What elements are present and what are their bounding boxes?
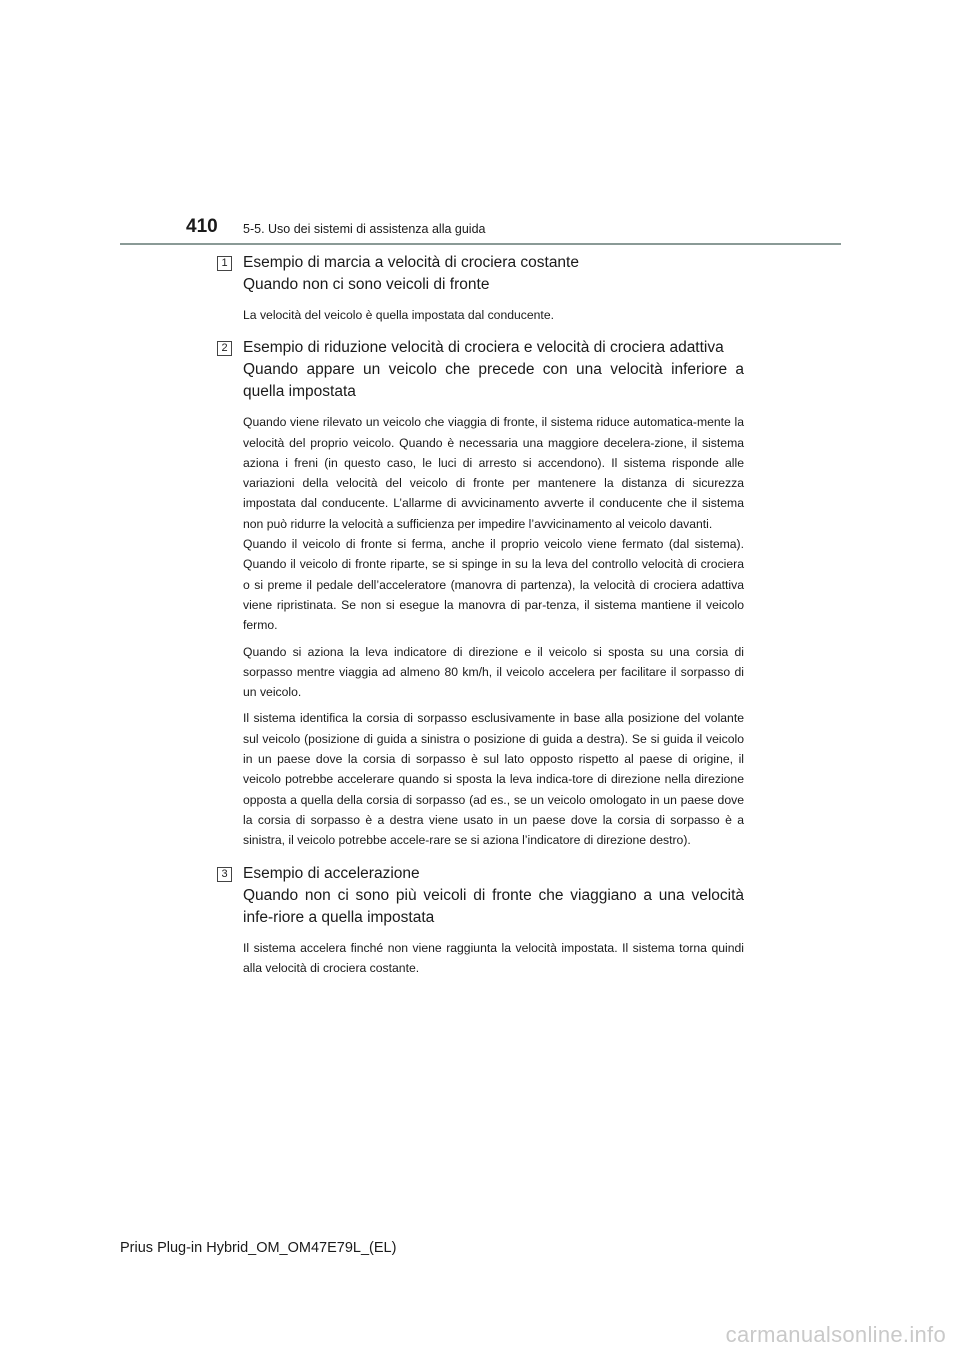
item-subtitle: Quando appare un veicolo che precede con una velocità inferiore a quella impostata <box>243 361 744 401</box>
paragraph: Il sistema identifica la corsia di sorpasso esclusivamente in base alla posizione del volante sul veicolo (posizione di guida a sinistra o posizione di guida a destra). Se si guida il veicolo in un paese dove la corsia di sorpasso è sul lato opposto rispetto al paese di origine, il veicolo potrebbe accelerare quando si sposta la leva indica-tore di direzione nella direzione opposta a quella della corsia di sorpasso (ad es., se un veicolo omologato in un paese dove la corsia di sorpasso è a destra viene usato in un paese dove la corsia di sorpasso è a sinistra, il veicolo potrebbe accele-rare se si aziona l’indicatore di direzione destro). <box>243 711 744 848</box>
number-3-icon: 3 <box>217 867 232 882</box>
item-subtitle: Quando non ci sono più veicoli di fronte che viaggiano a una velocità infe-riore a quella impostata <box>243 886 744 926</box>
list-item <box>217 252 744 325</box>
paragraph: Quando il veicolo di fronte si ferma, anche il proprio veicolo viene fermato (dal sistema). Quando il veicolo di fronte riparte, se si spinge in su la leva del controllo velocità di crociera o si preme il pedale dell’acceleratore (manovra di partenza), la velocità di crociera adattiva viene ripristinata. Se non si esegue la manovra di par-tenza, il sistema mantiene il veicolo fermo. <box>243 537 744 633</box>
paragraph: La velocità del veicolo è quella impostata dal conducente. <box>243 308 554 322</box>
list-item <box>217 863 744 979</box>
item-title: Esempio di accelerazione <box>243 864 420 882</box>
item-subtitle: Quando non ci sono veicoli di fronte <box>243 276 490 293</box>
number-1-icon: 1 <box>217 256 232 271</box>
item-title: Esempio di marcia a velocità di crociera costante <box>243 254 579 271</box>
watermark: carmanualsonline.info <box>725 1322 946 1347</box>
item-heading <box>243 863 744 929</box>
item-title: Esempio di riduzione velocità di crociera e velocità di crociera adattiva <box>243 339 724 357</box>
paragraph: Quando si aziona la leva indicatore di direzione e il veicolo si sposta su una corsia di sorpasso mentre viaggia ad almeno 80 km/h, il veicolo accelera per facilitare il sorpasso di un veicolo. <box>243 644 744 700</box>
item-heading <box>243 252 744 296</box>
header-divider <box>120 243 841 245</box>
footer-manual-id: Prius Plug-in Hybrid_OM_OM47E79L_(EL) <box>120 1240 397 1256</box>
section-title: 5-5. Uso dei sistemi di assistenza alla guida <box>243 222 486 236</box>
paragraph: Quando viene rilevato un veicolo che viaggia di fronte, il sistema riduce automatica-mente la velocità del proprio veicolo. Quando è necessaria una maggiore decelera-zione, il sistema aziona i freni (in questo caso, le luci di arresto si accendono). Il sistema risponde alle variazioni della velocità del veicolo di fronte per mantenere la distanza di sicurezza impostata dal conducente. L’allarme di avvicinamento avverte il conducente che il sistema non può ridurre la velocità a sufficienza per impedire l’avvicinamento al veicolo davanti. <box>243 415 744 531</box>
page-number: 410 <box>186 216 218 237</box>
paragraph: Il sistema accelera finché non viene raggiunta la velocità impostata. Il sistema torna quindi alla velocità di crociera costante. <box>243 940 744 975</box>
item-heading <box>243 337 744 403</box>
list-item <box>217 337 744 850</box>
number-2-icon: 2 <box>217 341 232 356</box>
main-content <box>217 252 744 984</box>
